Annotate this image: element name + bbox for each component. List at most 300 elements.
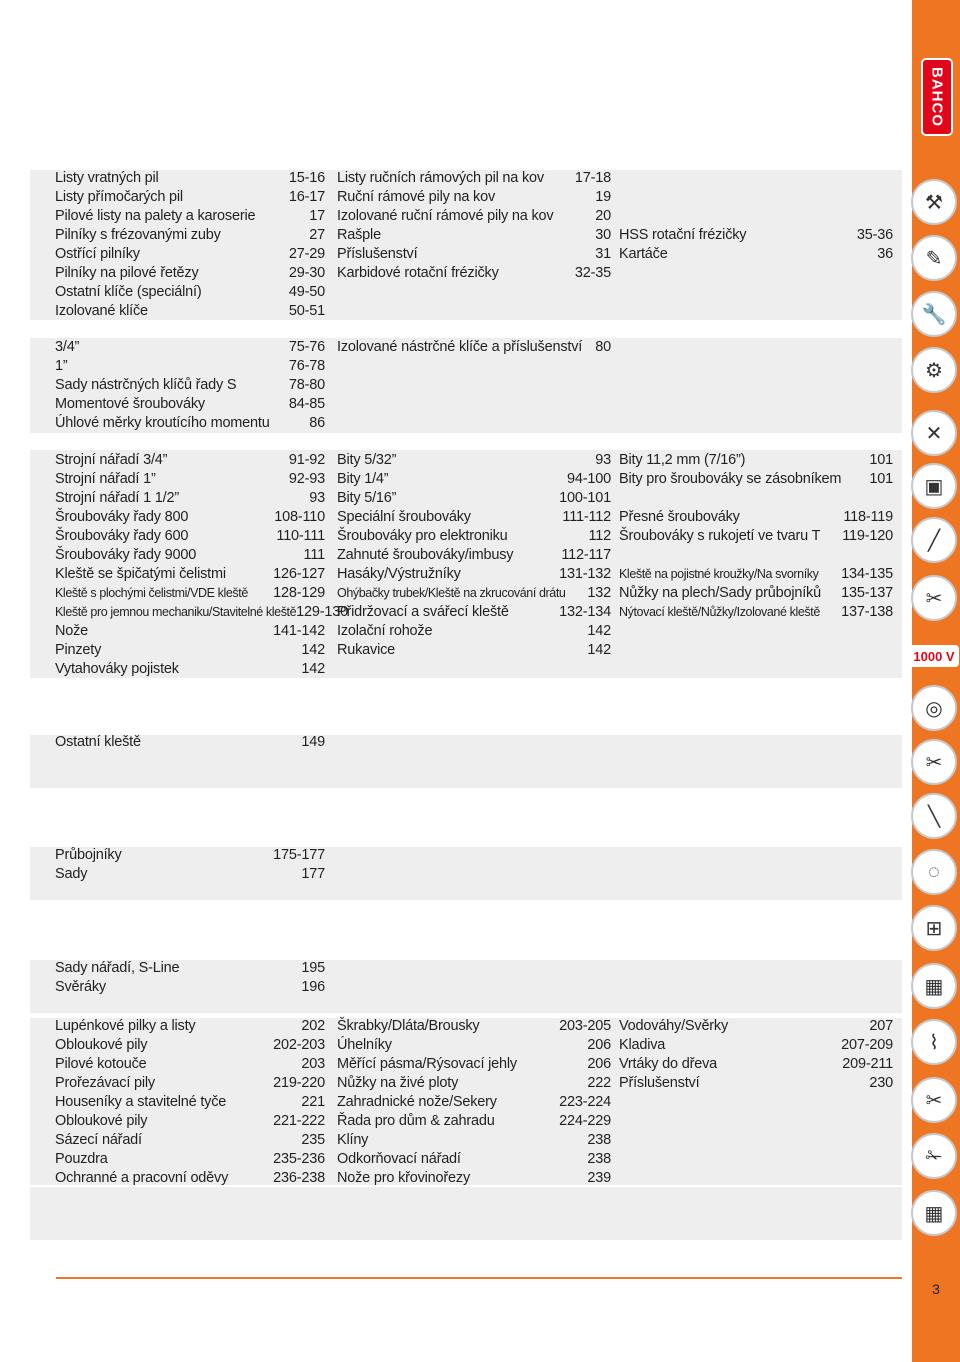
index-entry[interactable] <box>337 583 611 602</box>
logo-text: BAHCO <box>928 67 946 127</box>
entry-label: Šroubováky řady 800 <box>55 509 189 525</box>
entry-label: Nůžky na živé ploty <box>337 1075 459 1091</box>
entry-label: Pilníky s frézovanými zuby <box>55 227 221 243</box>
index-entry[interactable] <box>55 263 325 282</box>
insulated-1000v-icon <box>908 630 960 682</box>
index-entry[interactable] <box>619 564 893 583</box>
entry-pages: 235-236 <box>273 1151 325 1167</box>
index-entry[interactable] <box>337 244 611 263</box>
index-entry[interactable] <box>619 244 893 263</box>
entry-label: Nůžky na plech/Sady průbojníků <box>619 585 821 601</box>
entry-pages: 19 <box>595 189 611 205</box>
badge-1000v: 1000 V <box>913 648 955 664</box>
section-0-column-3 <box>619 168 893 263</box>
entry-pages: 84-85 <box>288 396 325 412</box>
entry-pages: 142 <box>301 642 325 658</box>
entry-label: Přidržovací a svářecí kleště <box>337 604 509 620</box>
circlip-pliers-disc: ◌ <box>911 849 957 895</box>
index-entry[interactable] <box>55 564 325 583</box>
entry-pages: 30 <box>595 227 611 243</box>
index-entry[interactable] <box>55 1149 325 1168</box>
entry-pages: 235 <box>301 1132 325 1148</box>
index-entry[interactable] <box>619 168 893 187</box>
pliers-icon <box>908 572 960 624</box>
entry-label: Ruční rámové pily na kov <box>337 189 495 205</box>
entry-label: Zahnuté šroubováky/imbusy <box>337 547 514 563</box>
index-entry[interactable] <box>619 1035 893 1054</box>
brush-wheel-icon <box>908 682 960 734</box>
entry-label: Strojní nářadí 1” <box>55 471 156 487</box>
index-entry[interactable] <box>55 1111 325 1130</box>
entry-pages: 219-220 <box>273 1075 325 1091</box>
bit-disc: ▣ <box>911 463 957 509</box>
footer-rule <box>56 1277 902 1279</box>
section-2-column-1 <box>55 450 348 678</box>
entry-pages: 175-177 <box>273 847 325 863</box>
entry-label: Houseníky a stavitelné tyče <box>55 1094 227 1110</box>
entry-pages: 239 <box>587 1170 611 1186</box>
entry-label: Kleště pro jemnou mechaniku/Stavitelné kleště <box>55 605 297 619</box>
entry-pages: 36 <box>877 246 893 262</box>
entry-pages: 93 <box>309 490 325 506</box>
tool-trolley-icon <box>908 960 960 1012</box>
file-icon <box>908 232 960 284</box>
saw-blade-icon <box>908 176 960 228</box>
entry-label: Listy přímočarých pil <box>55 189 183 205</box>
index-entry[interactable] <box>337 640 611 659</box>
section-2-column-3 <box>619 450 893 621</box>
entry-label: Hasáky/Výstružníky <box>337 566 461 582</box>
index-entry[interactable] <box>55 206 325 225</box>
entry-label: Izolované nástrčné klíče a příslušenství <box>337 339 583 355</box>
entry-pages: 224-229 <box>559 1113 611 1129</box>
entry-pages: 238 <box>587 1151 611 1167</box>
pruning-shears-disc: ✂ <box>911 1077 957 1123</box>
section-0-column-1 <box>55 168 325 320</box>
entry-pages: 112-117 <box>561 547 611 563</box>
index-entry[interactable] <box>55 545 325 564</box>
index-entry[interactable] <box>337 602 611 621</box>
index-entry[interactable] <box>337 621 611 640</box>
entry-pages: 76-78 <box>288 358 325 374</box>
entry-label: Pinzety <box>55 642 102 658</box>
index-entry[interactable] <box>55 1035 325 1054</box>
entry-pages: 35-36 <box>856 227 893 243</box>
index-entry[interactable] <box>55 845 325 864</box>
entry-pages: 142 <box>587 642 611 658</box>
pliers-disc: ✂ <box>911 575 957 621</box>
entry-pages: 132-134 <box>559 604 611 620</box>
entry-pages: 93 <box>595 452 611 468</box>
entry-pages: 206 <box>587 1037 611 1053</box>
entry-pages: 132 <box>587 585 611 601</box>
section-2-column-2 <box>337 450 611 659</box>
entry-pages: 222 <box>587 1075 611 1091</box>
bit-icon <box>908 460 960 512</box>
entry-pages: 238 <box>587 1132 611 1148</box>
grid-icon <box>908 1187 960 1239</box>
section-empty <box>30 1187 902 1240</box>
insulated-1000v-disc <box>909 645 959 667</box>
entry-pages: 86 <box>309 415 325 431</box>
index-entry[interactable] <box>55 1016 325 1035</box>
entry-pages: 50-51 <box>288 303 325 319</box>
section-4-column-1 <box>55 845 325 883</box>
index-entry[interactable] <box>55 958 325 977</box>
entry-pages: 177 <box>301 866 325 882</box>
entry-label: Nýtovací kleště/Nůžky/Izolované kleště <box>619 605 820 619</box>
section-1-column-1 <box>55 337 325 432</box>
entry-label: Šroubováky řady 9000 <box>55 547 197 563</box>
entry-pages: 223-224 <box>559 1094 611 1110</box>
entry-label: Karbidové rotační frézičky <box>337 265 499 281</box>
brush-wheel-disc: ◎ <box>911 685 957 731</box>
index-entry[interactable] <box>619 1054 893 1073</box>
cutting-pliers-disc: ✂ <box>911 739 957 785</box>
index-entry[interactable] <box>55 282 325 301</box>
entry-label: Rukavice <box>337 642 396 658</box>
entry-pages: 129-130 <box>296 604 348 620</box>
circlip-pliers-icon <box>908 846 960 898</box>
entry-pages: 111 <box>303 547 325 563</box>
entry-pages: 101 <box>869 471 893 487</box>
index-entry[interactable] <box>55 187 325 206</box>
entry-label: Kleště na pojistné kroužky/Na svorníky <box>619 567 819 581</box>
entry-label: HSS rotační frézičky <box>619 227 747 243</box>
index-entry[interactable] <box>55 507 325 526</box>
entry-pages: 209-211 <box>842 1056 893 1072</box>
section-0-column-2 <box>337 168 611 282</box>
entry-label: Klíny <box>337 1132 369 1148</box>
index-entry[interactable] <box>55 488 325 507</box>
entry-label: Zahradnické nože/Sekery <box>337 1094 497 1110</box>
entry-pages: 17 <box>309 208 325 224</box>
entry-label: Listy ručních rámových pil na kov <box>337 170 544 186</box>
entry-pages: 78-80 <box>288 377 325 393</box>
entry-pages: 142 <box>587 623 611 639</box>
index-entry[interactable] <box>619 583 893 602</box>
entry-label: Ochranné a pracovní oděvy <box>55 1170 229 1186</box>
index-entry[interactable] <box>619 187 893 206</box>
entry-pages: 195 <box>301 960 325 976</box>
index-entry[interactable] <box>55 977 325 996</box>
entry-label: Bity 5/32” <box>337 452 397 468</box>
entry-label: Vrtáky do dřeva <box>619 1056 718 1072</box>
index-entry[interactable] <box>55 640 325 659</box>
entry-label: Příslušenství <box>619 1075 700 1091</box>
entry-label: Izolované klíče <box>55 303 148 319</box>
loppers-disc: ✁ <box>911 1133 957 1179</box>
index-entry[interactable] <box>619 526 893 545</box>
entry-label: Ostatní klíče (speciální) <box>55 284 202 300</box>
entry-label: Kladiva <box>619 1037 666 1053</box>
index-entry[interactable] <box>337 225 611 244</box>
index-entry[interactable] <box>55 1130 325 1149</box>
entry-label: Strojní nářadí 1 1/2” <box>55 490 179 506</box>
entry-pages: 16-17 <box>288 189 325 205</box>
entry-label: Rašple <box>337 227 381 243</box>
wrench-disc: 🔧 <box>911 291 957 337</box>
entry-label: Ohýbačky trubek/Kleště na zkrucování drátu <box>337 586 566 600</box>
entry-label: Ostatní kleště <box>55 734 141 750</box>
vise-disc: ⊞ <box>911 905 957 951</box>
index-entry[interactable] <box>55 244 325 263</box>
index-entry[interactable] <box>619 545 893 564</box>
entry-label: Strojní nářadí 3/4” <box>55 452 168 468</box>
entry-label: Obloukové pily <box>55 1113 148 1129</box>
entry-pages: 119-120 <box>842 528 893 544</box>
entry-label: Kleště se špičatými čelistmi <box>55 566 226 582</box>
socket-disc: ⚙ <box>911 347 957 393</box>
entry-pages: 142 <box>301 661 325 677</box>
vise-icon <box>908 902 960 954</box>
entry-label: Měřící pásma/Rýsovací jehly <box>337 1056 517 1072</box>
section-6-column-3 <box>619 1016 893 1092</box>
entry-label: Kartáče <box>619 246 668 262</box>
index-entry[interactable] <box>337 1130 611 1149</box>
entry-label: Vodováhy/Svěrky <box>619 1018 729 1034</box>
entry-pages: 118-119 <box>843 509 893 525</box>
entry-label: Šroubováky s rukojetí ve tvaru T <box>619 528 821 544</box>
entry-label: Pouzdra <box>55 1151 108 1167</box>
entry-pages: 32-35 <box>574 265 611 281</box>
entry-label: Úhelníky <box>337 1037 392 1053</box>
entry-label: Sady nářadí, S-Line <box>55 960 180 976</box>
index-entry[interactable] <box>55 659 325 678</box>
index-entry[interactable] <box>337 450 611 469</box>
entry-label: Kleště s plochými čelistmi/VDE kleště <box>55 586 248 600</box>
file-disc: ✎ <box>911 235 957 281</box>
index-entry[interactable] <box>55 602 348 621</box>
tweezers-icon <box>908 790 960 842</box>
index-entry[interactable] <box>55 1092 325 1111</box>
entry-label: Nože <box>55 623 89 639</box>
index-entry[interactable] <box>55 1168 325 1187</box>
index-entry[interactable] <box>55 526 325 545</box>
entry-label: Vytahováky pojistek <box>55 661 179 677</box>
entry-label: Průbojníky <box>55 847 122 863</box>
entry-pages: 230 <box>869 1075 893 1091</box>
entry-label: Speciální šroubováky <box>337 509 471 525</box>
index-entry[interactable] <box>337 168 611 187</box>
index-entry[interactable] <box>55 337 325 356</box>
entry-pages: 91-92 <box>288 452 325 468</box>
index-entry[interactable] <box>337 337 611 356</box>
index-entry[interactable] <box>337 1092 611 1111</box>
entry-label: Úhlové měrky kroutícího momentu <box>55 415 270 431</box>
entry-pages: 100-101 <box>559 490 611 506</box>
index-entry[interactable] <box>337 1073 611 1092</box>
entry-label: Bity 11,2 mm (7/16”) <box>619 452 746 468</box>
index-entry[interactable] <box>337 1168 611 1187</box>
section-6-column-2 <box>337 1016 611 1187</box>
entry-pages: 207 <box>869 1018 893 1034</box>
torque-wrench-disc: ✕ <box>911 410 957 456</box>
entry-pages: 49-50 <box>288 284 325 300</box>
entry-label: Pilníky na pilové řetězy <box>55 265 199 281</box>
index-entry[interactable] <box>337 1111 611 1130</box>
entry-pages: 27 <box>309 227 325 243</box>
index-entry[interactable] <box>55 225 325 244</box>
index-entry[interactable] <box>55 732 325 751</box>
entry-label: Sady nástrčných klíčů řady S <box>55 377 237 393</box>
entry-pages: 17-18 <box>574 170 611 186</box>
entry-label: Řada pro dům & zahradu <box>337 1113 495 1129</box>
entry-pages: 92-93 <box>288 471 325 487</box>
index-entry[interactable] <box>337 469 611 488</box>
index-entry[interactable] <box>55 413 325 432</box>
loppers-icon <box>908 1130 960 1182</box>
index-entry[interactable] <box>337 488 611 507</box>
index-entry[interactable] <box>337 1016 611 1035</box>
section-6-column-1 <box>55 1016 325 1187</box>
entry-pages: 108-110 <box>274 509 325 525</box>
index-entry[interactable] <box>337 526 611 545</box>
entry-pages: 135-137 <box>841 585 893 601</box>
entry-pages: 141-142 <box>273 623 325 639</box>
entry-pages: 111-112 <box>562 509 611 525</box>
entry-label: Příslušenství <box>337 246 418 262</box>
index-entry[interactable] <box>619 1016 893 1035</box>
index-entry[interactable] <box>55 356 325 375</box>
entry-label: Sázecí nářadí <box>55 1132 142 1148</box>
index-entry[interactable] <box>55 469 325 488</box>
entry-pages: 203-205 <box>559 1018 611 1034</box>
entry-label: Ostřící pilníky <box>55 246 140 262</box>
section-1-column-2 <box>337 337 611 356</box>
index-entry[interactable] <box>55 1054 325 1073</box>
entry-pages: 101 <box>869 452 893 468</box>
torque-wrench-icon <box>908 407 960 459</box>
screwdriver-icon <box>908 514 960 566</box>
grid-disc: ▦ <box>911 1190 957 1236</box>
entry-pages: 134-135 <box>841 566 893 582</box>
entry-label: Izolační rohože <box>337 623 433 639</box>
section-3-column-1 <box>55 732 325 751</box>
entry-pages: 207-209 <box>841 1037 893 1053</box>
entry-pages: 131-132 <box>559 566 611 582</box>
cutting-pliers-icon <box>908 736 960 788</box>
saw-blade-disc: ⚒ <box>911 179 957 225</box>
entry-label: Přesné šroubováky <box>619 509 740 525</box>
entry-pages: 202-203 <box>273 1037 325 1053</box>
entry-label: Nože pro křovinořezy <box>337 1170 470 1186</box>
entry-pages: 31 <box>595 246 611 262</box>
entry-label: Svěráky <box>55 979 106 995</box>
entry-label: Prořezávací pily <box>55 1075 155 1091</box>
index-entry[interactable] <box>619 206 893 225</box>
entry-pages: 20 <box>595 208 611 224</box>
index-entry[interactable] <box>619 488 893 507</box>
index-entry[interactable] <box>55 583 325 602</box>
entry-label: Odkorňovací nářadí <box>337 1151 461 1167</box>
index-entry[interactable] <box>55 621 325 640</box>
index-entry[interactable] <box>337 1035 611 1054</box>
index-entry[interactable] <box>337 187 611 206</box>
entry-pages: 15-16 <box>288 170 325 186</box>
index-entry[interactable] <box>337 545 611 564</box>
handsaw-icon <box>908 1016 960 1068</box>
index-entry[interactable] <box>337 206 611 225</box>
entry-label: 3/4” <box>55 339 80 355</box>
entry-label: Sady <box>55 866 88 882</box>
entry-label: 1” <box>55 358 68 374</box>
tweezers-disc: ╲ <box>911 793 957 839</box>
entry-label: Izolované ruční rámové pily na kov <box>337 208 554 224</box>
screwdriver-disc: ╱ <box>911 517 957 563</box>
entry-pages: 126-127 <box>273 566 325 582</box>
entry-pages: 221-222 <box>273 1113 325 1129</box>
index-entry[interactable] <box>55 168 325 187</box>
entry-label: Bity pro šroubováky se zásobníkem <box>619 471 842 487</box>
tool-trolley-disc: ▦ <box>911 963 957 1009</box>
index-entry[interactable] <box>619 507 893 526</box>
index-entry[interactable] <box>55 301 325 320</box>
entry-pages: 221 <box>301 1094 325 1110</box>
index-entry[interactable] <box>619 1073 893 1092</box>
entry-label: Pilové kotouče <box>55 1056 147 1072</box>
index-entry[interactable] <box>619 450 893 469</box>
entry-pages: 206 <box>587 1056 611 1072</box>
entry-label: Momentové šroubováky <box>55 396 205 412</box>
index-entry[interactable] <box>337 507 611 526</box>
entry-pages: 203 <box>301 1056 325 1072</box>
index-entry[interactable] <box>55 450 325 469</box>
index-entry[interactable] <box>619 469 893 488</box>
section-5-column-1 <box>55 958 325 996</box>
page-number: 3 <box>932 1281 940 1297</box>
wrench-icon <box>908 288 960 340</box>
index-entry[interactable] <box>337 564 611 583</box>
entry-pages: 112 <box>588 528 611 544</box>
entry-label: Šroubováky pro elektroniku <box>337 528 508 544</box>
entry-pages: 110-111 <box>276 528 325 544</box>
entry-pages: 128-129 <box>273 585 325 601</box>
entry-pages: 202 <box>301 1018 325 1034</box>
socket-icon <box>908 344 960 396</box>
entry-pages: 27-29 <box>288 246 325 262</box>
index-entry[interactable] <box>55 394 325 413</box>
entry-label: Bity 5/16” <box>337 490 397 506</box>
entry-pages: 196 <box>301 979 325 995</box>
handsaw-disc: ⌇ <box>911 1019 957 1065</box>
index-entry[interactable] <box>55 864 325 883</box>
entry-label: Bity 1/4” <box>337 471 389 487</box>
pruning-shears-icon <box>908 1074 960 1126</box>
entry-pages: 149 <box>301 734 325 750</box>
entry-pages: 236-238 <box>273 1170 325 1186</box>
index-entry[interactable] <box>337 1149 611 1168</box>
entry-label: Škrabky/Dláta/Brousky <box>337 1018 480 1034</box>
entry-label: Obloukové pily <box>55 1037 148 1053</box>
index-entry[interactable] <box>337 1054 611 1073</box>
entry-pages: 137-138 <box>841 604 893 620</box>
entry-label: Listy vratných pil <box>55 170 159 186</box>
entry-pages: 94-100 <box>567 471 611 487</box>
index-entry[interactable] <box>619 225 893 244</box>
bahco-logo <box>921 58 953 136</box>
entry-label: Šroubováky řady 600 <box>55 528 189 544</box>
entry-label: Lupénkové pilky a listy <box>55 1018 196 1034</box>
entry-pages: 75-76 <box>288 339 325 355</box>
index-entry[interactable] <box>55 375 325 394</box>
index-entry[interactable] <box>337 263 611 282</box>
index-entry[interactable] <box>55 1073 325 1092</box>
entry-pages: 80 <box>595 339 611 355</box>
entry-label: Pilové listy na palety a karoserie <box>55 208 256 224</box>
entry-pages: 29-30 <box>288 265 325 281</box>
index-entry[interactable] <box>619 602 893 621</box>
